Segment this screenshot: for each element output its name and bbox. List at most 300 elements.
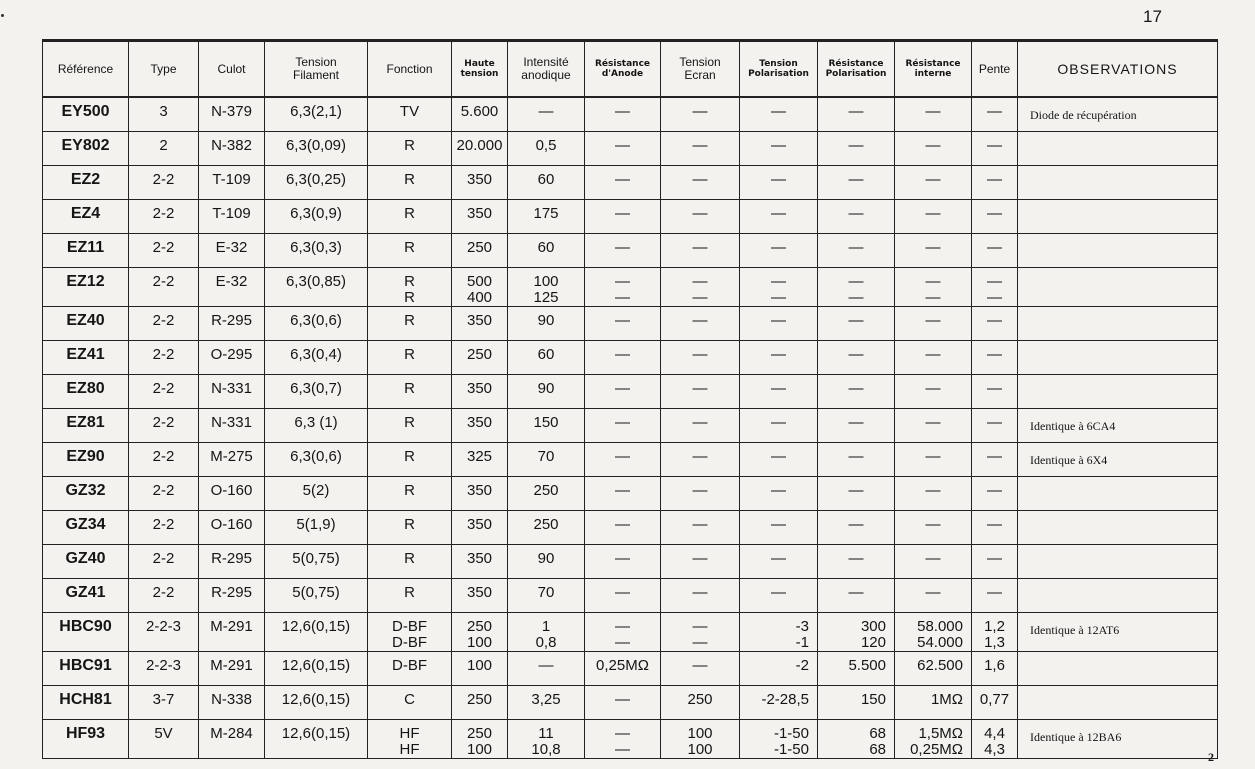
intensite-anodique-cell: [508, 720, 585, 759]
cell-value: —: [771, 380, 786, 397]
cell-value: —: [692, 657, 708, 674]
intensite-anodique-cell: [508, 443, 585, 477]
cell-value: —: [615, 725, 630, 742]
culot-cell: E-32: [199, 268, 265, 307]
resistance-interne-cell: [895, 652, 972, 686]
type-cell: 2-2: [129, 375, 199, 409]
cell-value: —: [615, 618, 630, 635]
tension-ecran-cell: [661, 652, 740, 686]
reference-cell: EY500: [43, 97, 129, 132]
cell-value: 54.000: [917, 634, 963, 651]
cell-value: —: [925, 516, 941, 533]
table-row: [43, 579, 1218, 613]
cell-value: 70: [537, 584, 555, 601]
resistance-polarisation-cell: [818, 97, 895, 132]
cell-value: 250: [466, 691, 493, 708]
filament-voltage-cell: 12,6(0,15): [265, 720, 368, 759]
pente-cell: [972, 375, 1018, 409]
reference-cell: HCH81: [43, 686, 129, 720]
intensite-anodique-cell: [508, 375, 585, 409]
reference-cell: GZ40: [43, 545, 129, 579]
reference-cell: HF93: [43, 720, 129, 759]
pente-cell: [972, 545, 1018, 579]
resistance-anode-cell: [585, 97, 661, 132]
cell-value: 150: [533, 414, 559, 431]
table-row: [43, 132, 1218, 166]
type-cell: 2: [129, 132, 199, 166]
cell-value: 100: [466, 657, 493, 674]
intensite-anodique-cell: [508, 341, 585, 375]
intensite-anodique-cell: [508, 409, 585, 443]
cell-value: 100: [466, 741, 493, 758]
observations-cell: [1018, 200, 1218, 234]
resistance-polarisation-cell: [818, 341, 895, 375]
resistance-polarisation-cell: [818, 166, 895, 200]
cell-value: —: [848, 312, 864, 329]
tension-ecran-cell: [661, 97, 740, 132]
cell-value: R: [404, 312, 415, 329]
cell-value: —: [771, 103, 786, 120]
observations-cell: [1018, 579, 1218, 613]
resistance-polarisation-cell: [818, 234, 895, 268]
resistance-polarisation-cell: [818, 613, 895, 652]
cell-value: —: [848, 289, 864, 306]
cell-value: —: [771, 516, 786, 533]
culot-cell: M-291: [199, 652, 265, 686]
fonction-cell: [368, 579, 452, 613]
tension-polarisation-cell: [740, 579, 818, 613]
reference-cell: EZ90: [43, 443, 129, 477]
cell-value: TV: [399, 103, 420, 120]
cell-value: —: [692, 414, 708, 431]
pente-cell: [972, 97, 1018, 132]
tension-ecran-cell: [661, 234, 740, 268]
cell-value: R: [404, 414, 415, 431]
observations-cell: Identique à 6X4: [1018, 443, 1218, 477]
cell-value: 0,25MΩ: [910, 741, 963, 758]
column-header-tension-filament: [265, 41, 368, 98]
cell-value: R: [404, 289, 415, 306]
cell-value: 350: [466, 482, 493, 499]
fonction-cell: [368, 268, 452, 307]
cell-value: 1,6: [984, 657, 1005, 674]
tension-ecran-cell: [661, 477, 740, 511]
tension-polarisation-cell: [740, 375, 818, 409]
resistance-anode-cell: [585, 234, 661, 268]
observations-cell: [1018, 375, 1218, 409]
cell-value: 20.000: [456, 137, 503, 154]
cell-value: —: [692, 289, 708, 306]
type-cell: 2-2: [129, 477, 199, 511]
table-row: [43, 234, 1218, 268]
resistance-interne-cell: [895, 375, 972, 409]
cell-value: —: [987, 482, 1002, 499]
column-header-line: tension: [460, 69, 499, 79]
cell-value: D-BF: [392, 618, 427, 635]
cell-value: —: [615, 516, 630, 533]
cell-value: —: [848, 103, 864, 120]
reference-cell: EZ41: [43, 341, 129, 375]
resistance-interne-cell: [895, 97, 972, 132]
pente-cell: [972, 720, 1018, 759]
cell-value: —: [692, 380, 708, 397]
tension-polarisation-cell: [740, 686, 818, 720]
cell-value: —: [692, 482, 708, 499]
haute-tension-cell: [452, 132, 508, 166]
cell-value: 250: [687, 691, 713, 708]
filament-voltage-cell: 6,3(0,6): [265, 307, 368, 341]
reference-cell: EZ2: [43, 166, 129, 200]
intensite-anodique-cell: [508, 686, 585, 720]
observations-cell: Identique à 12BA6: [1018, 720, 1218, 759]
type-cell: 2-2: [129, 268, 199, 307]
column-header-line: Référence: [57, 61, 114, 76]
column-header-line: Polarisation: [748, 69, 809, 79]
tension-polarisation-cell: [740, 341, 818, 375]
filament-voltage-cell: 12,6(0,15): [265, 686, 368, 720]
filament-voltage-cell: 5(0,75): [265, 579, 368, 613]
tension-ecran-cell: [661, 375, 740, 409]
column-header-line: Tension: [295, 55, 337, 69]
pente-cell: [972, 307, 1018, 341]
intensite-anodique-cell: [508, 234, 585, 268]
cell-value: R: [404, 516, 415, 533]
cell-value: 1MΩ: [930, 691, 963, 708]
cell-value: —: [987, 312, 1002, 329]
culot-cell: R-295: [199, 579, 265, 613]
tension-ecran-cell: [661, 545, 740, 579]
cell-value: —: [987, 205, 1002, 222]
observations-cell: [1018, 341, 1218, 375]
cell-value: —: [987, 137, 1002, 154]
observations-cell: [1018, 511, 1218, 545]
cell-value: —: [692, 634, 708, 651]
pente-cell: [972, 409, 1018, 443]
cell-value: —: [771, 312, 786, 329]
reference-cell: EZ4: [43, 200, 129, 234]
filament-voltage-cell: 6,3(0,6): [265, 443, 368, 477]
table-row: [43, 443, 1218, 477]
resistance-anode-cell: [585, 409, 661, 443]
resistance-interne-cell: [895, 579, 972, 613]
column-header-tension-ecran: [661, 41, 740, 98]
cell-value: 5.600: [460, 103, 499, 120]
fonction-cell: [368, 613, 452, 652]
haute-tension-cell: [452, 511, 508, 545]
cell-value: —: [987, 239, 1002, 256]
cell-value: 100: [533, 273, 559, 290]
cell-value: —: [925, 239, 941, 256]
fonction-cell: [368, 234, 452, 268]
pente-cell: [972, 652, 1018, 686]
cell-value: 150: [860, 691, 886, 708]
cell-value: —: [925, 289, 941, 306]
resistance-polarisation-cell: [818, 375, 895, 409]
cell-value: —: [771, 171, 786, 188]
cell-value: —: [615, 550, 630, 567]
type-cell: 5V: [129, 720, 199, 759]
cell-value: 68: [869, 725, 886, 742]
cell-value: —: [771, 550, 786, 567]
pente-cell: [972, 511, 1018, 545]
resistance-interne-cell: [895, 200, 972, 234]
table-row: [43, 511, 1218, 545]
cell-value: —: [987, 289, 1002, 306]
cell-value: 250: [533, 516, 559, 533]
filament-voltage-cell: 6,3(0,4): [265, 341, 368, 375]
tension-ecran-cell: [661, 613, 740, 652]
cell-value: —: [925, 380, 941, 397]
fonction-cell: [368, 200, 452, 234]
cell-value: R: [404, 380, 415, 397]
filament-voltage-cell: 5(0,75): [265, 545, 368, 579]
pente-cell: [972, 477, 1018, 511]
column-header-ref: [43, 41, 129, 98]
column-header-pente: [972, 41, 1018, 98]
cell-value: —: [925, 205, 941, 222]
culot-cell: T-109: [199, 166, 265, 200]
cell-value: 325: [466, 448, 493, 465]
filament-voltage-cell: 6,3(0,3): [265, 234, 368, 268]
cell-value: —: [987, 273, 1002, 290]
cell-value: —: [538, 103, 554, 120]
column-header-culot: [199, 41, 265, 98]
fonction-cell: [368, 97, 452, 132]
cell-value: —: [692, 171, 708, 188]
resistance-polarisation-cell: [818, 409, 895, 443]
pente-cell: [972, 443, 1018, 477]
column-header-fonction: [368, 41, 452, 98]
haute-tension-cell: [452, 443, 508, 477]
cell-value: —: [692, 137, 708, 154]
reference-cell: EZ40: [43, 307, 129, 341]
cell-value: —: [987, 171, 1002, 188]
cell-value: 60: [537, 239, 555, 256]
reference-cell: HBC91: [43, 652, 129, 686]
haute-tension-cell: [452, 307, 508, 341]
tension-polarisation-cell: [740, 511, 818, 545]
table-row: [43, 341, 1218, 375]
fonction-cell: [368, 686, 452, 720]
cell-value: —: [848, 550, 864, 567]
resistance-interne-cell: [895, 132, 972, 166]
cell-value: 58.000: [917, 618, 963, 635]
reference-cell: GZ41: [43, 579, 129, 613]
table-header-row: [43, 41, 1218, 98]
cell-value: HF: [399, 741, 420, 758]
pente-cell: [972, 200, 1018, 234]
resistance-polarisation-cell: [818, 443, 895, 477]
column-header-resistance-polarisation: [818, 41, 895, 98]
cell-value: R: [404, 346, 415, 363]
cell-value: 350: [466, 550, 493, 567]
intensite-anodique-cell: [508, 511, 585, 545]
column-header-line: Culot: [217, 61, 246, 76]
culot-cell: N-379: [199, 97, 265, 132]
cell-value: —: [848, 346, 864, 363]
cell-value: —: [925, 414, 941, 431]
cell-value: —: [615, 634, 630, 651]
tension-polarisation-cell: [740, 97, 818, 132]
resistance-anode-cell: [585, 477, 661, 511]
cell-value: 90: [537, 550, 555, 567]
reference-cell: HBC90: [43, 613, 129, 652]
column-header-line: Résistance: [828, 59, 884, 69]
table-row: [43, 477, 1218, 511]
culot-cell: N-331: [199, 375, 265, 409]
resistance-anode-cell: [585, 720, 661, 759]
cell-value: —: [848, 380, 864, 397]
column-header-line: Polarisation: [825, 69, 887, 79]
resistance-polarisation-cell: [818, 307, 895, 341]
cell-value: HF: [399, 725, 420, 742]
column-header-line: d'Anode: [601, 69, 644, 79]
cell-value: —: [987, 380, 1002, 397]
intensite-anodique-cell: [508, 200, 585, 234]
cell-value: —: [615, 273, 630, 290]
resistance-interne-cell: [895, 268, 972, 307]
column-header-line: Résistance: [905, 59, 961, 69]
fonction-cell: [368, 720, 452, 759]
reference-cell: EZ12: [43, 268, 129, 307]
column-header-line: Fonction: [386, 61, 433, 76]
resistance-interne-cell: [895, 686, 972, 720]
type-cell: 2-2: [129, 166, 199, 200]
filament-voltage-cell: 6,3(2,1): [265, 97, 368, 132]
cell-value: 10,8: [531, 741, 561, 758]
fonction-cell: [368, 166, 452, 200]
table-row: [43, 268, 1218, 307]
cell-value: —: [925, 103, 941, 120]
cell-value: R: [404, 137, 415, 154]
tension-ecran-cell: [661, 579, 740, 613]
resistance-polarisation-cell: [818, 200, 895, 234]
cell-value: —: [848, 414, 864, 431]
tension-ecran-cell: [661, 686, 740, 720]
type-cell: 2-2: [129, 307, 199, 341]
filament-voltage-cell: 6,3(0,09): [265, 132, 368, 166]
observations-cell: Identique à 12AT6: [1018, 613, 1218, 652]
cell-value: 3,25: [531, 691, 561, 708]
column-header-line: Tension: [759, 59, 798, 69]
culot-cell: N-382: [199, 132, 265, 166]
resistance-anode-cell: [585, 613, 661, 652]
cell-value: R: [404, 584, 415, 601]
table-row: [43, 720, 1218, 759]
cell-value: 70: [537, 448, 555, 465]
intensite-anodique-cell: [508, 307, 585, 341]
haute-tension-cell: [452, 166, 508, 200]
intensite-anodique-cell: [508, 579, 585, 613]
cell-value: —: [925, 448, 941, 465]
pente-cell: [972, 613, 1018, 652]
cell-value: 300: [860, 618, 886, 635]
cell-value: -1: [795, 634, 809, 651]
observations-cell: Diode de récupération: [1018, 97, 1218, 132]
cell-value: —: [848, 482, 864, 499]
resistance-anode-cell: [585, 375, 661, 409]
cell-value: -1-50: [773, 741, 809, 758]
cell-value: 4,4: [984, 725, 1005, 742]
resistance-interne-cell: [895, 477, 972, 511]
resistance-polarisation-cell: [818, 268, 895, 307]
cell-value: —: [925, 550, 941, 567]
intensite-anodique-cell: [508, 545, 585, 579]
cell-value: 350: [466, 584, 493, 601]
table-row: [43, 686, 1218, 720]
tension-polarisation-cell: [740, 477, 818, 511]
cell-value: —: [848, 205, 864, 222]
cell-value: —: [925, 482, 941, 499]
type-cell: 3: [129, 97, 199, 132]
cell-value: —: [771, 346, 786, 363]
cell-value: —: [692, 346, 708, 363]
pente-cell: [972, 268, 1018, 307]
haute-tension-cell: [452, 409, 508, 443]
pente-cell: [972, 166, 1018, 200]
culot-cell: O-295: [199, 341, 265, 375]
type-cell: 2-2: [129, 409, 199, 443]
cell-value: 68: [869, 741, 886, 758]
intensite-anodique-cell: [508, 97, 585, 132]
column-header-line: interne: [914, 69, 952, 79]
cell-value: —: [987, 448, 1002, 465]
tension-ecran-cell: [661, 307, 740, 341]
fonction-cell: [368, 443, 452, 477]
culot-cell: R-295: [199, 307, 265, 341]
tension-polarisation-cell: [740, 409, 818, 443]
resistance-anode-cell: [585, 652, 661, 686]
cell-value: —: [692, 103, 708, 120]
observations-cell: Identique à 6CA4: [1018, 409, 1218, 443]
cell-value: —: [615, 171, 630, 188]
cell-value: 500: [466, 273, 493, 290]
cell-value: —: [615, 137, 630, 154]
cell-value: —: [848, 137, 864, 154]
resistance-polarisation-cell: [818, 579, 895, 613]
cell-value: —: [692, 239, 708, 256]
resistance-interne-cell: [895, 307, 972, 341]
cell-value: —: [615, 239, 630, 256]
table-row: [43, 545, 1218, 579]
fonction-cell: [368, 132, 452, 166]
cell-value: 0,8: [535, 634, 557, 651]
cell-value: —: [771, 584, 786, 601]
cell-value: —: [771, 239, 786, 256]
resistance-interne-cell: [895, 409, 972, 443]
cell-value: C: [404, 691, 415, 708]
culot-cell: O-160: [199, 477, 265, 511]
column-header-line: Pente: [978, 61, 1011, 76]
type-cell: 2-2: [129, 341, 199, 375]
footer-mark: 2: [1208, 750, 1214, 764]
cell-value: D-BF: [392, 634, 427, 651]
filament-voltage-cell: 6,3(0,85): [265, 268, 368, 307]
filament-voltage-cell: 12,6(0,15): [265, 613, 368, 652]
column-header-type: [129, 41, 199, 98]
observations-cell: [1018, 307, 1218, 341]
culot-cell: T-109: [199, 200, 265, 234]
column-header-resistance-anode: [585, 41, 661, 98]
cell-value: R: [404, 205, 415, 222]
cell-value: —: [771, 289, 786, 306]
resistance-polarisation-cell: [818, 477, 895, 511]
tube-spec-table: [42, 39, 1218, 759]
cell-value: —: [848, 171, 864, 188]
haute-tension-cell: [452, 234, 508, 268]
table-row: [43, 613, 1218, 652]
cell-value: 175: [533, 205, 559, 222]
